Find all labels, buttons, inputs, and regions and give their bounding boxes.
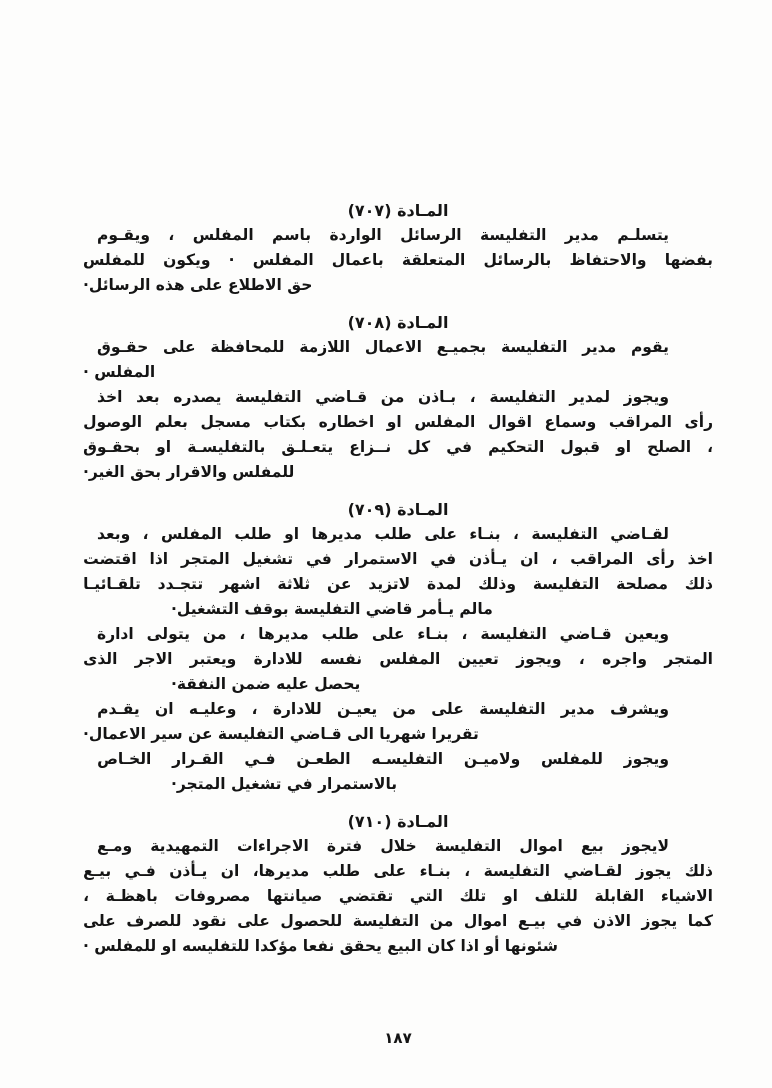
word: المفلس xyxy=(160,525,222,543)
word: في xyxy=(430,550,457,568)
word: ، xyxy=(707,438,713,456)
word: اقتضت xyxy=(83,550,137,568)
word: طلب xyxy=(374,525,412,543)
word: لقـاضي xyxy=(563,862,623,880)
text-line: يحصل عليه ضمن النفقة· xyxy=(171,675,361,693)
word: الاستمرار xyxy=(344,550,418,568)
word: ويعين xyxy=(624,625,669,643)
word: مصلحة xyxy=(616,575,668,593)
word: على xyxy=(371,625,405,643)
word: اقوال xyxy=(487,413,532,431)
word: مصروفات xyxy=(174,887,251,905)
word: للتلف xyxy=(534,887,578,905)
word: ، xyxy=(251,700,258,718)
text-line xyxy=(83,335,713,360)
word: تلك xyxy=(459,887,487,905)
word: قبول xyxy=(560,438,601,456)
word: التمهيدية xyxy=(150,837,219,855)
word: القابلة xyxy=(594,887,645,905)
article-heading: المـادة (٧٠٨) xyxy=(347,313,449,332)
word: ، xyxy=(461,625,468,643)
word: في xyxy=(305,550,332,568)
word: ثلاثة xyxy=(277,575,311,593)
word: او xyxy=(616,438,632,456)
word: · xyxy=(228,251,235,269)
word: طلب xyxy=(321,625,359,643)
word: ، xyxy=(578,650,585,668)
word: الاجر xyxy=(134,650,173,668)
text-line xyxy=(83,435,713,460)
word: ، xyxy=(142,525,149,543)
word: ان xyxy=(155,700,174,718)
word: اخذ xyxy=(97,388,123,406)
word: يقوم xyxy=(630,338,669,356)
word: للحصول xyxy=(280,912,343,930)
word: ويعتبر xyxy=(189,650,237,668)
word: الرسائل xyxy=(400,226,462,244)
word: باعمال xyxy=(331,251,384,269)
word: لايجوز xyxy=(621,837,669,855)
word: التفليسة xyxy=(531,525,598,543)
word: تشغيل xyxy=(242,550,294,568)
word: على xyxy=(83,912,116,930)
word: للصرف xyxy=(126,912,182,930)
word: يتسلـم xyxy=(617,226,669,244)
word: طلب xyxy=(322,862,361,880)
word: اخطاره xyxy=(318,413,375,431)
text-line: للمفلس والاقرار بحق الغير· xyxy=(83,463,295,481)
text-line xyxy=(83,622,713,647)
word: ، xyxy=(469,388,476,406)
word: مديرها xyxy=(258,625,309,643)
word: الوصول xyxy=(83,413,143,431)
word: يعيـن xyxy=(337,700,378,718)
word: بعلم xyxy=(154,413,188,431)
word: اخذ xyxy=(687,550,713,568)
word: ويشرف xyxy=(610,700,669,718)
word: رأى xyxy=(684,413,713,431)
word: مديرها xyxy=(311,525,363,543)
word: يصدره xyxy=(173,388,222,406)
word: التفليسة xyxy=(501,338,568,356)
word: التفليسة xyxy=(479,700,546,718)
word: ادارة xyxy=(97,625,134,643)
word: ذلك xyxy=(684,575,713,593)
text-line: بالاستمرار في تشغيل المتجر· xyxy=(171,775,398,793)
word: بنـاء xyxy=(469,525,501,543)
articles xyxy=(83,198,713,959)
word: ويجوز xyxy=(516,650,562,668)
word: للادارة xyxy=(272,700,322,718)
text-line xyxy=(83,647,713,672)
text-line xyxy=(83,747,713,772)
word: اللازمة xyxy=(299,338,351,356)
word: نقود xyxy=(191,912,227,930)
word: فترة xyxy=(326,837,363,855)
word: للادارة xyxy=(253,650,303,668)
word: بعد xyxy=(136,388,160,406)
word: عن xyxy=(326,575,352,593)
word: المراقب xyxy=(570,550,634,568)
word: وبعد xyxy=(97,525,131,543)
word: مسجل xyxy=(200,413,251,431)
word: التي xyxy=(409,887,443,905)
word: اشهر xyxy=(220,575,261,593)
word: على xyxy=(431,700,464,718)
word: القـرار xyxy=(172,750,224,768)
text-line xyxy=(83,248,713,273)
word: يـأذن xyxy=(469,550,508,568)
word: تلقـائيـا xyxy=(83,575,141,593)
word: الذى xyxy=(83,650,118,668)
article-heading: المـادة (٧٠٩) xyxy=(347,500,449,519)
word: رأى xyxy=(646,550,675,568)
word: وسماع xyxy=(544,413,597,431)
word: في xyxy=(446,438,473,456)
text-line xyxy=(83,909,713,934)
word: التفليسة xyxy=(352,912,420,930)
word: واجره xyxy=(602,650,647,668)
word: بيـع xyxy=(83,862,112,880)
word: في xyxy=(556,912,583,930)
word: المتعلقة xyxy=(401,251,466,269)
word: بكتاب xyxy=(263,413,307,431)
word: مدير xyxy=(560,700,595,718)
article-709 xyxy=(83,497,713,797)
word: قـاضي xyxy=(559,625,612,643)
word: التفليسة xyxy=(489,388,556,406)
word: للمفلس xyxy=(541,750,603,768)
word: باسم xyxy=(272,226,312,244)
word: التفليسة xyxy=(480,625,547,643)
word: مديرها، xyxy=(252,862,310,880)
word: ، xyxy=(239,625,246,643)
word: او xyxy=(284,525,300,543)
word: ، xyxy=(513,525,519,543)
word: المراقب xyxy=(608,413,672,431)
word: كما xyxy=(687,912,713,930)
word: لمدة xyxy=(427,575,462,593)
word: المتجر xyxy=(181,550,230,568)
word: نفسه xyxy=(319,650,363,668)
word: نــزاع xyxy=(349,438,392,456)
word: ذلك xyxy=(684,862,713,880)
text-line: مالم يـأمر قاضي التفليسة بوقف التشغيل· xyxy=(171,600,493,618)
word: بنـاء xyxy=(417,625,449,643)
word: الاشياء xyxy=(660,887,713,905)
article-708 xyxy=(83,310,713,485)
page-number: ١٨٧ xyxy=(384,1029,412,1047)
word: بيع xyxy=(580,837,604,855)
word: المفلس xyxy=(414,413,476,431)
word: ، xyxy=(551,550,558,568)
word: بنـاء xyxy=(419,862,451,880)
word: ومـع xyxy=(97,837,133,855)
word: التفليسة xyxy=(235,388,302,406)
word: اذا xyxy=(149,550,169,568)
word: الخـاص xyxy=(97,750,152,768)
word: طلب xyxy=(234,525,272,543)
text-line: شئونها أو اذا كان البيع يحقق نفعا مؤكدا للتفليسه او للمفلس · xyxy=(83,937,558,955)
word: من xyxy=(392,700,416,718)
word: المفلس xyxy=(192,226,254,244)
word: وذلك xyxy=(478,575,517,593)
word: ان xyxy=(520,550,539,568)
word: المفلس xyxy=(379,650,441,668)
word: خلال xyxy=(380,837,417,855)
word: باهظـة xyxy=(105,887,158,905)
text-line xyxy=(83,410,713,435)
word: يـأذن xyxy=(169,862,208,880)
text-line: حق الاطلاع على هذه الرسائل· xyxy=(83,276,313,294)
word: على xyxy=(373,862,407,880)
text-line: المفلس · xyxy=(83,363,156,381)
word: صيانتها xyxy=(266,887,323,905)
word: التفليسة xyxy=(532,575,600,593)
word: بـاذن xyxy=(417,388,457,406)
word: من xyxy=(429,912,454,930)
word: يجوز xyxy=(641,912,678,930)
word: تقتضي xyxy=(338,887,394,905)
text-line xyxy=(83,859,713,884)
word: يتعـلـق xyxy=(281,438,334,456)
text-line xyxy=(83,385,713,410)
text-line xyxy=(83,547,713,572)
word: وعليـه xyxy=(188,700,237,718)
word: مدير xyxy=(564,226,599,244)
word: او xyxy=(156,438,172,456)
word: التفليسة xyxy=(434,837,502,855)
word: ويجوز xyxy=(623,750,669,768)
word: للمفلس xyxy=(83,251,145,269)
text-line xyxy=(83,572,713,597)
word: لقـاضي xyxy=(610,525,669,543)
word: او xyxy=(386,413,402,431)
text-line xyxy=(83,223,713,248)
article-heading: المـادة (٧١٠) xyxy=(347,812,449,831)
word: كل xyxy=(407,438,431,456)
word: والاحتفاظ xyxy=(569,251,647,269)
word: الاجراءات xyxy=(237,837,309,855)
word: قـاضي xyxy=(315,388,368,406)
word: من xyxy=(380,388,405,406)
word: مدير xyxy=(582,338,617,356)
word: بالتفليسـة xyxy=(187,438,266,456)
word: ويجوز xyxy=(623,388,669,406)
text-line: تقريرا شهريا الى قـاضي التفليسة عن سير الاعمال· xyxy=(83,725,479,743)
word: ويكون xyxy=(163,251,211,269)
word: بالرسائل xyxy=(483,251,552,269)
word: التحكيم xyxy=(488,438,545,456)
text-line xyxy=(83,884,713,909)
word: بيـع xyxy=(517,912,546,930)
word: الاذن xyxy=(592,912,631,930)
word: على xyxy=(424,525,457,543)
word: على xyxy=(162,338,196,356)
word: ويقـوم xyxy=(97,226,151,244)
word: تتجـدد xyxy=(157,575,204,593)
word: فـي xyxy=(124,862,156,880)
word: الطعـن xyxy=(296,750,351,768)
article-heading: المـادة (٧٠٧) xyxy=(347,201,449,220)
word: التفليسة xyxy=(483,862,551,880)
word: ، xyxy=(83,887,89,905)
word: يقـدم xyxy=(97,700,140,718)
word: ، xyxy=(464,862,471,880)
word: بفضها xyxy=(664,251,713,269)
word: التفليسـه xyxy=(371,750,444,768)
word: ان xyxy=(220,862,240,880)
word: لمدير xyxy=(569,388,611,406)
word: ، xyxy=(168,226,175,244)
text-line xyxy=(83,834,713,859)
word: ولاميـن xyxy=(463,750,521,768)
word: الواردة xyxy=(329,226,382,244)
word: التفليسة xyxy=(480,226,547,244)
word: الاعمال xyxy=(364,338,422,356)
word: يتولى xyxy=(146,625,190,643)
article-707 xyxy=(83,198,713,298)
word: يجوز xyxy=(635,862,672,880)
text-line xyxy=(83,522,713,547)
word: للمحافظة xyxy=(210,338,285,356)
word: اموال xyxy=(463,912,508,930)
article-710 xyxy=(83,809,713,959)
word: المفلس xyxy=(252,251,314,269)
word: بحقـوق xyxy=(83,438,141,456)
word: الصلح xyxy=(647,438,692,456)
word: تعيين xyxy=(457,650,499,668)
word: فـي xyxy=(244,750,276,768)
text-line xyxy=(83,697,713,722)
word: من xyxy=(202,625,227,643)
word: حقـوق xyxy=(97,338,149,356)
word: اموال xyxy=(519,837,563,855)
word: المتجر xyxy=(664,650,713,668)
word: بجميـع xyxy=(436,338,487,356)
word: على xyxy=(237,912,270,930)
word: لاتزيد xyxy=(368,575,411,593)
word: او xyxy=(502,887,518,905)
